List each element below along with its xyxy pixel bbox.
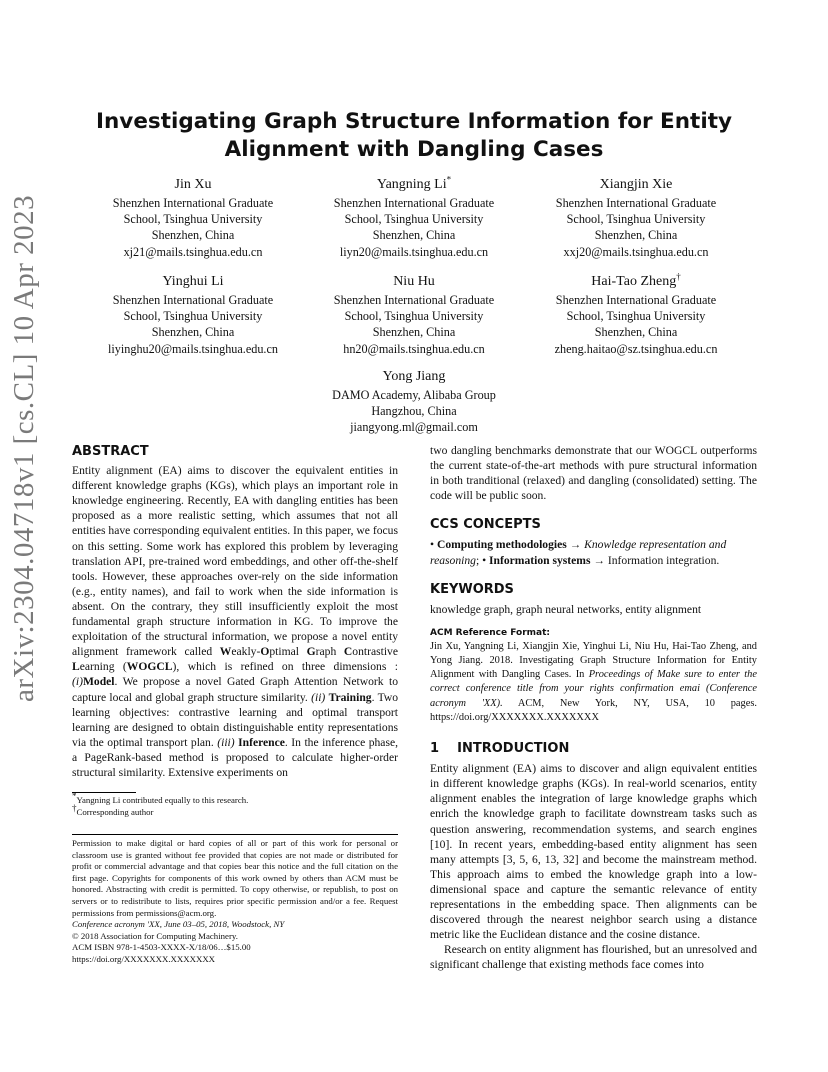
author-email: liyinghu20@mails.tsinghua.edu.cn <box>108 341 278 356</box>
abstract-text: Entity alignment (EA) aims to discover the equivalent entities in different knowledge graphs (KGs), which plays an important role in knowledge engineering. Recently, EA with dangling entities has been proposed as a more realistic setting, which assumes that not all entities have corresponding equivalent entities. In this paper, we focus on this setting. Some work has explored this problem by leveraging translation API, pre-trained word embeddings, and other off-the-shelf tools. However, these approaches over-rely on the side information (e.g., entity names), and fail to work when the side information is absent. On the contrary, they still insufficiently exploit the most fundamental graph structure information in KG. To improve the exploitation of the structural information, we propose a novel entity alignment framework called Weakly-Optimal Graph Contrastive Learning (WOGCL), which is refined on three dimensions : (i)Model. We propose a novel Gated Graph Attention Network to capture local and global graph structure similarity. (ii) Training. Two learning objectives: contrastive learning and optimal transport learning are designed to obtain distinguishable entity representations via the optimal transport plan. (iii) Inference. In the inference phase, a PageRank-based method is proposed to calculate higher-order structural similarity. Extensive experiments on <box>72 464 399 779</box>
author-block <box>536 176 736 260</box>
author-name: Yangning Li <box>376 177 447 192</box>
section-number: 1 <box>430 741 440 757</box>
author-block <box>93 176 293 260</box>
footnotes: *Yangning Li contributed equally to this research. †Corresponding author <box>72 791 249 817</box>
author-name: Niu Hu <box>393 274 435 289</box>
ccs-concepts: • Computing methodologies → Knowledge representation and reasoning; • Information systems → Information integration. <box>430 538 727 567</box>
doi-line: https://doi.org/XXXXXXX.XXXXXXX <box>72 953 216 964</box>
author-location: Shenzhen, China <box>151 325 235 340</box>
abstract-heading: ABSTRACT <box>72 444 149 459</box>
right-column <box>430 443 757 972</box>
footnote-rule <box>72 792 136 793</box>
paper-title: Investigating Graph Structure Information for Entity Alignment with Dangling Cases <box>96 109 732 162</box>
author-affiliation: Shenzhen International Graduate <box>555 196 717 210</box>
author-location: Shenzhen, China <box>594 325 678 340</box>
author-location: Hangzhou, China <box>371 404 457 419</box>
author-block <box>536 273 736 357</box>
author-name: Hai-Tao Zheng <box>591 274 677 289</box>
copyright-line: © 2018 Association for Computing Machinery. <box>72 930 238 941</box>
author-name: Jin Xu <box>174 177 212 192</box>
author-email: hn20@mails.tsinghua.edu.cn <box>343 341 485 356</box>
author-block <box>93 273 293 357</box>
author-affiliation: School, Tsinghua University <box>123 212 263 227</box>
author-location: Shenzhen, China <box>372 325 456 340</box>
author-affiliation: Shenzhen International Graduate <box>333 196 495 210</box>
left-column <box>72 444 398 780</box>
intro-paragraph-2: Research on entity alignment has flourished, but an unresolved and significant challenge that existing methods face comes into <box>430 943 757 972</box>
framework-name: Weakly-Optimal Graph Contrastive Learning (WOGCL) <box>72 645 398 674</box>
arxiv-stamp: arXiv:2304.04718v1 [cs.CL] 10 Apr 2023 <box>8 194 40 702</box>
author-email: xj21@mails.tsinghua.edu.cn <box>123 244 263 259</box>
author-location: Shenzhen, China <box>372 228 456 243</box>
ccs-heading: CCS CONCEPTS <box>430 517 541 533</box>
acm-reference-heading: ACM Reference Format: <box>430 627 550 638</box>
author-affiliation: DAMO Academy, Alibaba Group <box>332 388 496 402</box>
footnote-equal-contribution: Yangning Li contributed equally to this research. <box>76 795 249 805</box>
author-affiliation: School, Tsinghua University <box>566 309 706 324</box>
author-block <box>314 176 514 260</box>
acm-reference-text: Jin Xu, Yangning Li, Xiangjin Xie, Yinghui Li, Niu Hu, Hai-Tao Zheng, and Yong Jiang. 2018. Investigating Graph Structure Information for Entity Alignment with Dangling Cases. In Proceedings of Make sure to enter the correct conference title from your rights confirmation emai (Conference acronym 'XX). ACM, New York, NY, USA, 10 pages. https://doi.org/XXXXXXX.XXXXXXX <box>430 640 757 723</box>
section-title: INTRODUCTION <box>457 741 570 757</box>
author-email: jiangyong.ml@gmail.com <box>350 420 478 435</box>
author-email: xxj20@mails.tsinghua.edu.cn <box>563 244 709 259</box>
author-block <box>314 368 514 436</box>
footnote-corresponding: Corresponding author <box>76 806 154 817</box>
author-affiliation: Shenzhen International Graduate <box>555 293 717 307</box>
author-email: liyn20@mails.tsinghua.edu.cn <box>339 244 489 259</box>
author-footnote-mark: * <box>446 174 452 185</box>
permission-rule <box>72 834 398 835</box>
author-affiliation: School, Tsinghua University <box>566 212 706 227</box>
author-affiliation: Shenzhen International Graduate <box>112 196 274 210</box>
author-affiliation: Shenzhen International Graduate <box>333 293 495 307</box>
isbn-line: ACM ISBN 978-1-4503-XXXX-X/18/06…$15.00 <box>72 942 251 953</box>
permission-text: Permission to make digital or hard copies of all or part of this work for personal or classroom use is granted without fee provided that copies are not made or distributed for profit or commercial advantage and that copies bear this notice and the full citation on the first page. Copyrights for components of this work owned by others than ACM must be honored. Abstracting with credit is permitted. To copy otherwise, or republish, to post on servers or to redistribute to lists, requires prior specific permission and/or a fee. Request permissions from permissions@acm.org. <box>72 838 398 918</box>
keywords-heading: KEYWORDS <box>430 581 514 597</box>
intro-heading <box>430 741 757 756</box>
keywords-text: knowledge graph, graph neural networks, entity alignment <box>430 602 702 616</box>
author-email: zheng.haitao@sz.tsinghua.edu.cn <box>554 341 718 356</box>
author-name: Yong Jiang <box>382 369 446 384</box>
author-block <box>314 273 514 357</box>
author-affiliation: School, Tsinghua University <box>344 309 484 324</box>
author-affiliation: School, Tsinghua University <box>123 309 263 324</box>
author-name: Yinghui Li <box>162 274 224 289</box>
author-name: Xiangjin Xie <box>599 177 673 192</box>
author-location: Shenzhen, China <box>594 228 678 243</box>
intro-paragraph-1: Entity alignment (EA) aims to discover and align equivalent entities in different knowledge graphs (KGs). In real-world scenarios, entity alignment enables the integration of large knowledge graphs which enrich the knowledge graph to facilitate downstream tasks such as question answering, recommendation systems, and search engines [10]. In recent years, embedding-based entity alignment has seen many attempts [3, 5, 6, 13, 32] and become the mainstream method. This approach aims to embed the knowledge graph into a low-dimensional space and capture the semantic relevance of entity representations in the embedding space. Then alignments can be discovered through the nearest neighbor search using a distance metric like the Euclidean distance and the cosine distance. <box>430 762 757 942</box>
permission-block <box>72 838 398 966</box>
author-location: Shenzhen, China <box>151 228 235 243</box>
author-affiliation: Shenzhen International Graduate <box>112 293 274 307</box>
author-affiliation: School, Tsinghua University <box>344 212 484 227</box>
author-footnote-mark: † <box>676 271 681 282</box>
abstract-continued: two dangling benchmarks demonstrate that our WOGCL outperforms the current state-of-the-art methods with pure structural information in both tranditional (relaxed) and dangling (consolidated) setting. The code will be public soon. <box>430 444 757 503</box>
conference-line: Conference acronym 'XX, June 03–05, 2018, Woodstock, NY <box>72 919 285 930</box>
